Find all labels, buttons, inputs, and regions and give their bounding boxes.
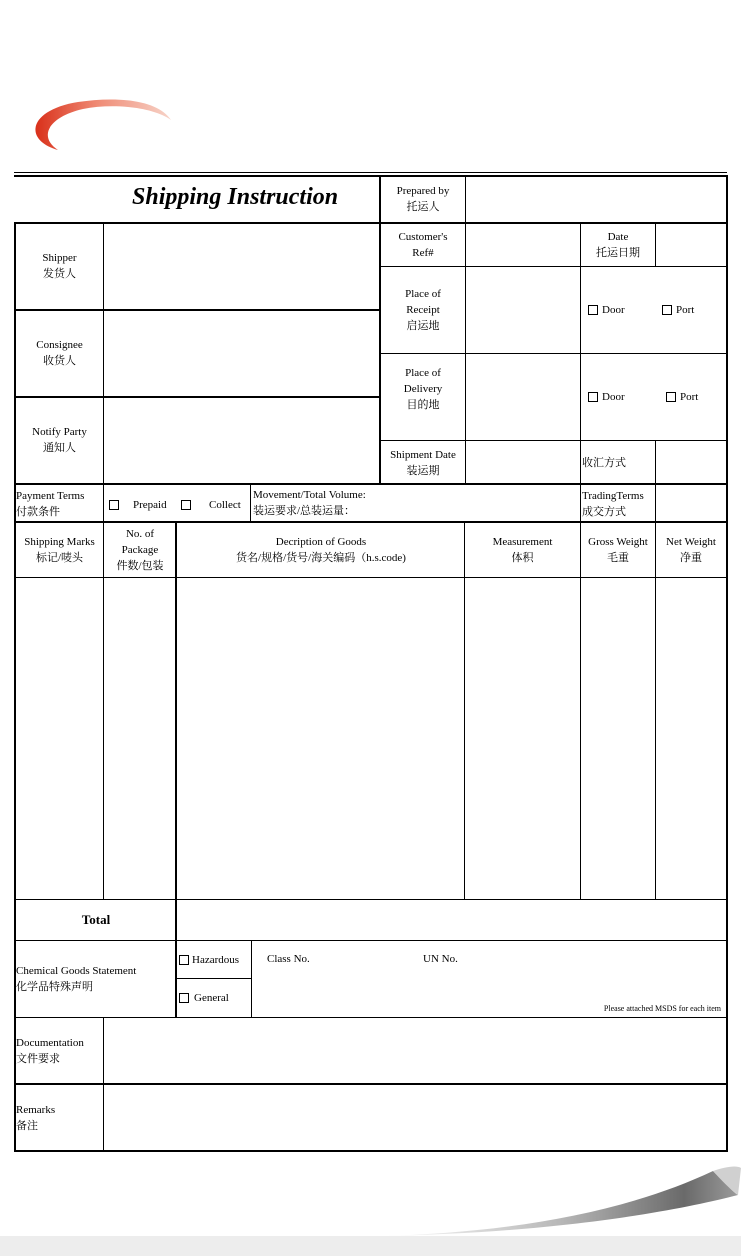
delivery-port-label: Port — [680, 391, 699, 403]
chemical-goods-label — [16, 963, 136, 995]
measurement-field[interactable] — [465, 578, 580, 899]
remarks-en: Remarks — [16, 1104, 56, 1116]
prepaid-checkbox[interactable] — [109, 498, 167, 512]
movement-zh: 装运要求/总装运量： — [253, 505, 356, 517]
notify-party-label — [16, 424, 103, 456]
checkbox-icon[interactable] — [666, 392, 676, 402]
notify-party-field[interactable] — [104, 398, 379, 482]
no-of-package-field[interactable] — [104, 578, 175, 899]
remittance-field[interactable] — [656, 441, 726, 483]
movement-en: Movement/Total Volume: — [253, 489, 366, 501]
documentation-zh: 文件要求 — [16, 1053, 60, 1065]
customers-ref-en2: Ref# — [412, 247, 434, 259]
no-of-package-zh: 件数/包装 — [116, 560, 164, 572]
consignee-zh: 收货人 — [43, 355, 76, 367]
customers-ref-field[interactable] — [466, 224, 580, 266]
col-gross-weight — [581, 534, 655, 566]
form-border-bottom — [14, 1150, 728, 1152]
trading-terms-field[interactable] — [656, 484, 726, 522]
checkbox-icon[interactable] — [588, 392, 598, 402]
delivery-port-checkbox[interactable] — [666, 390, 698, 404]
no-of-package-en: No. of — [125, 528, 155, 540]
prepared-by-field[interactable] — [466, 176, 726, 222]
shipment-date-field[interactable] — [466, 441, 580, 483]
collect-checkbox[interactable] — [181, 498, 241, 512]
hazardous-label: Hazardous — [192, 954, 240, 966]
payment-terms-label — [16, 488, 84, 520]
trading-terms-label — [582, 488, 644, 520]
checkbox-icon[interactable] — [181, 500, 191, 510]
date-en: Date — [607, 231, 629, 243]
checkbox-icon[interactable] — [588, 305, 598, 315]
net-weight-zh: 净重 — [680, 552, 702, 564]
date-label — [581, 229, 655, 261]
description-zh: 货名/规格/货号/海关编码（h.s.code) — [236, 552, 406, 564]
page-curl-icon — [380, 1165, 741, 1237]
prepaid-label: Prepaid — [133, 499, 167, 511]
documentation-field[interactable] — [104, 1018, 726, 1082]
hazardous-checkbox[interactable] — [179, 953, 239, 967]
date-field[interactable] — [656, 224, 726, 266]
place-of-delivery-en: Place of — [405, 367, 441, 379]
checkbox-icon[interactable] — [109, 500, 119, 510]
shipping-marks-en: Shipping Marks — [24, 536, 95, 548]
payment-terms-zh: 付款条件 — [16, 506, 60, 518]
col-description — [177, 534, 465, 566]
place-of-receipt-field[interactable] — [466, 267, 580, 353]
col-measurement — [465, 534, 580, 566]
customers-ref-en: Customer's — [398, 231, 448, 243]
divider — [250, 483, 251, 522]
place-of-receipt-en: Place of — [405, 288, 441, 300]
place-of-receipt-zh: 启运地 — [406, 320, 440, 332]
divider — [14, 521, 727, 523]
gross-weight-en: Gross Weight — [588, 536, 648, 548]
customers-ref-label — [381, 229, 465, 261]
payment-terms-en: Payment Terms — [16, 490, 85, 502]
description-field[interactable] — [177, 578, 464, 899]
consignee-en: Consignee — [36, 339, 83, 351]
receipt-port-label: Port — [676, 304, 695, 316]
total-field[interactable] — [177, 900, 726, 940]
receipt-door-checkbox[interactable] — [588, 303, 625, 317]
delivery-door-checkbox[interactable] — [588, 390, 625, 404]
movement-label — [253, 487, 366, 519]
checkbox-icon[interactable] — [179, 993, 189, 1003]
description-en: Decription of Goods — [275, 536, 367, 548]
shipping-marks-zh: 标记/唛头 — [35, 552, 84, 564]
shipment-date-en: Shipment Date — [390, 449, 456, 461]
documentation-en: Documentation — [16, 1037, 84, 1049]
remittance-label: 收汇方式 — [582, 457, 626, 469]
prepared-by-en: Prepared by — [396, 185, 450, 197]
divider — [14, 483, 727, 485]
consignee-field[interactable] — [104, 311, 379, 396]
net-weight-field[interactable] — [656, 578, 726, 899]
receipt-door-label: Door — [602, 304, 625, 316]
shipment-date-label — [381, 447, 465, 479]
gross-weight-zh: 毛重 — [607, 552, 629, 564]
un-no-label: UN No. — [423, 953, 458, 965]
net-weight-en: Net Weight — [666, 536, 716, 548]
documentation-label — [16, 1035, 84, 1067]
no-of-package-en2: Package — [121, 544, 159, 556]
chemical-en: Chemical Goods Statement — [16, 965, 137, 977]
col-no-of-package — [104, 526, 176, 574]
page-shadow-band — [0, 1236, 741, 1256]
shipping-marks-field[interactable] — [16, 578, 103, 899]
general-checkbox[interactable] — [179, 991, 229, 1005]
gross-weight-field[interactable] — [581, 578, 655, 899]
divider — [176, 978, 251, 979]
company-logo-icon — [28, 95, 178, 155]
measurement-en: Measurement — [492, 536, 553, 548]
shipment-date-zh: 装运期 — [406, 465, 440, 477]
delivery-door-label: Door — [602, 391, 625, 403]
place-of-receipt-label — [381, 286, 465, 334]
remarks-zh: 备注 — [16, 1120, 38, 1132]
trading-terms-zh: 成交方式 — [582, 506, 626, 518]
movement-field[interactable] — [390, 484, 580, 522]
shipper-en: Shipper — [42, 252, 77, 264]
shipper-field[interactable] — [104, 224, 379, 309]
divider — [251, 940, 252, 1017]
chemical-zh: 化学品特殊声明 — [16, 981, 93, 993]
col-shipping-marks — [16, 534, 103, 566]
col-net-weight — [656, 534, 726, 566]
shipper-label — [16, 250, 103, 282]
prepared-by-label — [381, 183, 465, 215]
general-label: General — [194, 992, 229, 1004]
place-of-delivery-field[interactable] — [466, 354, 580, 440]
remarks-label — [16, 1102, 55, 1134]
place-of-delivery-en2: Delivery — [403, 383, 443, 395]
consignee-label — [16, 337, 103, 369]
checkbox-icon[interactable] — [179, 955, 189, 965]
measurement-zh: 体积 — [511, 552, 534, 564]
divider — [14, 940, 727, 941]
notify-party-zh: 通知人 — [43, 442, 76, 454]
form-border-right — [726, 175, 728, 1151]
place-of-delivery-zh: 目的地 — [406, 399, 440, 411]
class-no-label: Class No. — [267, 953, 310, 965]
checkbox-icon[interactable] — [662, 305, 672, 315]
shipper-zh: 发货人 — [43, 268, 76, 280]
trading-terms-en: TradingTerms — [582, 490, 644, 502]
notify-party-en: Notify Party — [32, 426, 87, 438]
msds-note: Please attached MSDS for each item — [603, 1004, 721, 1013]
prepared-by-zh: 托运人 — [406, 201, 440, 213]
page-title: Shipping Instruction — [132, 184, 339, 210]
header-rule — [14, 172, 727, 173]
place-of-receipt-en2: Receipt — [406, 304, 440, 316]
remarks-field[interactable] — [104, 1085, 726, 1149]
date-zh: 托运日期 — [596, 247, 640, 259]
collect-label: Collect — [209, 499, 241, 511]
receipt-port-checkbox[interactable] — [662, 303, 694, 317]
place-of-delivery-label — [381, 365, 465, 413]
total-label: Total — [81, 912, 111, 927]
